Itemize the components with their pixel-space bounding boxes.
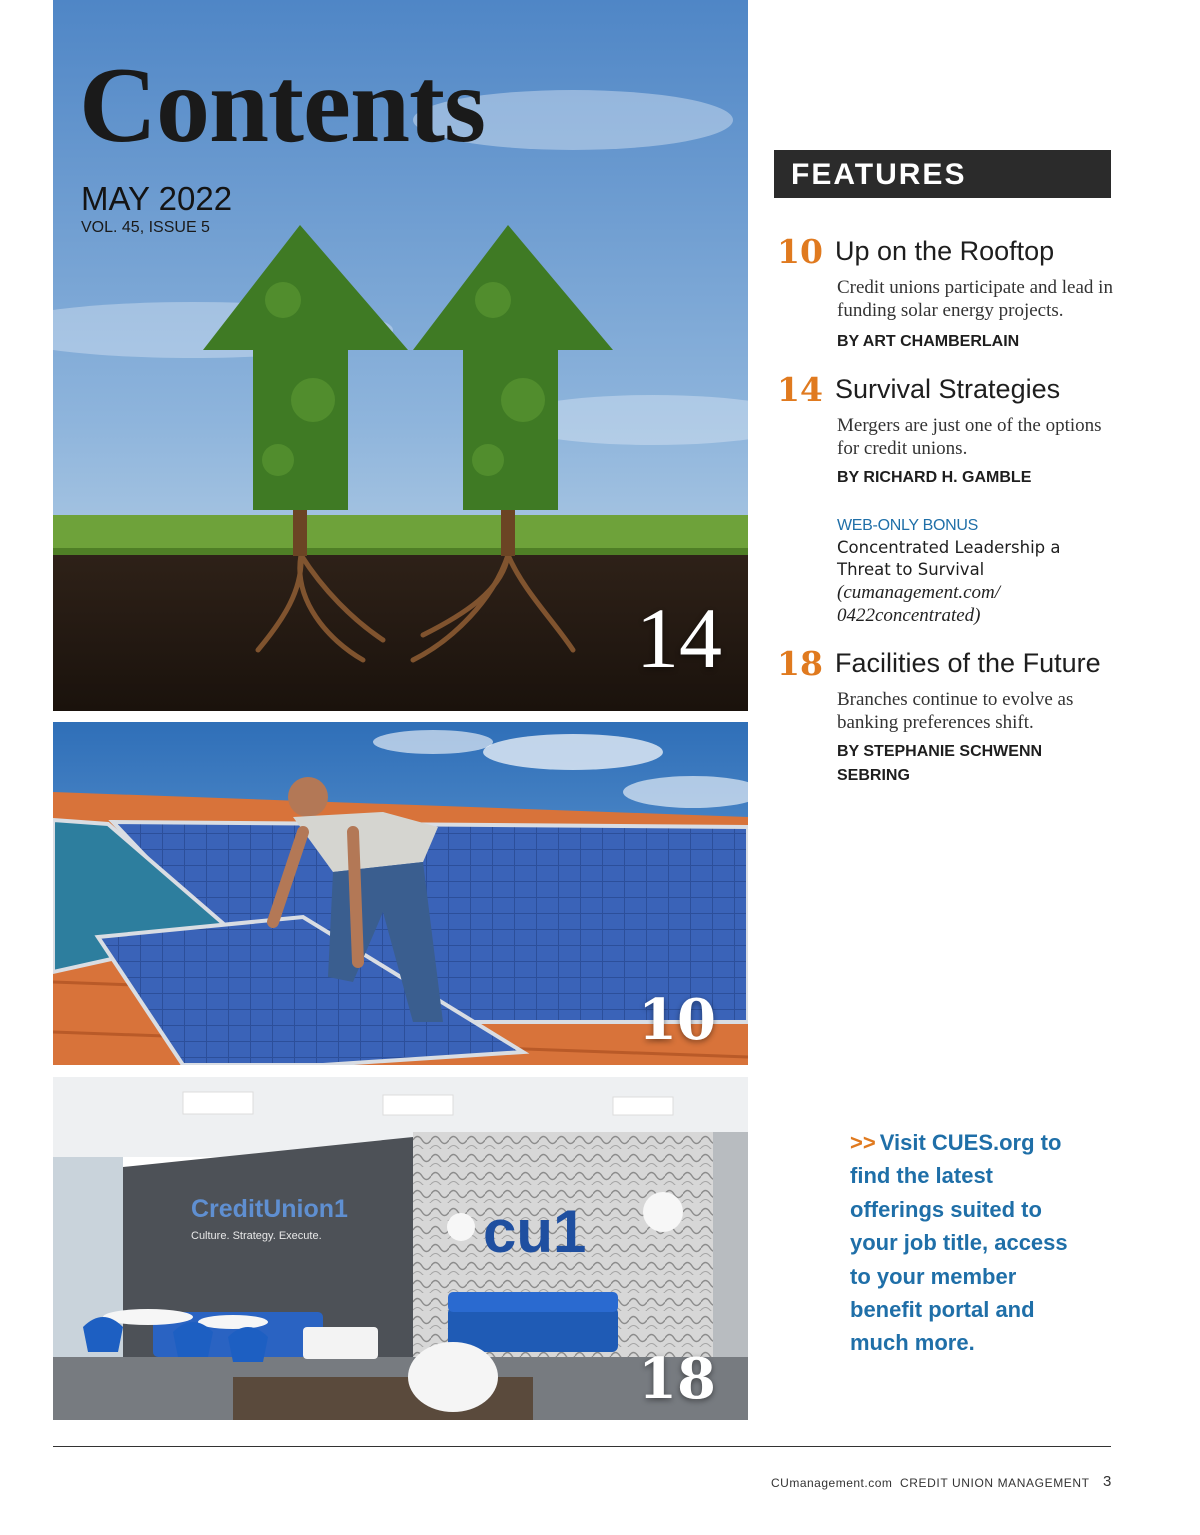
feature-page-number: 14 [777,370,823,409]
issue-volume: VOL. 45, ISSUE 5 [81,219,210,236]
web-only-bonus[interactable] [837,517,1107,627]
photo-page-number: 18 [638,1346,716,1412]
photo-page-number: 10 [638,987,716,1053]
feature-page-number: 10 [777,232,823,271]
footer-divider [53,1446,1111,1447]
feature-description: Branches continue to evolve as banking preferences shift. [837,689,1074,733]
feature-item[interactable] [777,370,1117,495]
feature-description: Mergers are just one of the options for credit unions. [837,415,1102,459]
feature-item[interactable] [777,232,1117,357]
bonus-label: WEB-ONLY BONUS [837,517,979,534]
feature-title[interactable]: Survival Strategies [835,374,1061,404]
feature-item[interactable] [777,644,1117,794]
feature-author: BY ART CHAMBERLAIN [837,333,1020,350]
photo-solar-rooftop [53,722,748,1065]
cues-promo[interactable] [850,1126,1090,1360]
photo-office-interior [53,1077,748,1420]
cover-photo-trees [53,0,748,711]
promo-text[interactable]: Visit CUES.org to find the latest offerings suited to your job title, access to your member benefit portal and much more. [850,1130,1068,1356]
feature-description: Credit unions participate and lead in funding solar energy projects. [837,277,1113,321]
svg-text:CreditUnion1: CreditUnion1 [191,1195,348,1223]
svg-text:Culture. Strategy. Execute.: Culture. Strategy. Execute. [191,1230,322,1242]
footer-site-link[interactable]: CUmanagement.com [771,1476,893,1490]
feature-author: BY RICHARD H. GAMBLE [837,469,1032,486]
features-header: FEATURES [774,150,1111,198]
photo-page-number: 14 [636,590,722,686]
bonus-title[interactable]: Concentrated Leadership a Threat to Survival [837,538,1061,579]
contents-title: Contents [79,46,486,165]
svg-text:cu1: cu1 [483,1198,587,1265]
footer-page-number: 3 [1103,1473,1112,1490]
feature-author: BY STEPHANIE SCHWENN SEBRING [837,743,1043,784]
footer-publication: CREDIT UNION MANAGEMENT [900,1476,1090,1490]
issue-date: MAY 2022 [81,180,233,217]
feature-page-number: 18 [777,644,823,683]
bonus-url-link[interactable]: (cumanagement.com/ 0422concentrated) [837,582,1001,626]
promo-arrow-icon: >> [850,1130,876,1155]
feature-title[interactable]: Facilities of the Future [835,648,1101,678]
feature-title[interactable]: Up on the Rooftop [835,236,1055,266]
